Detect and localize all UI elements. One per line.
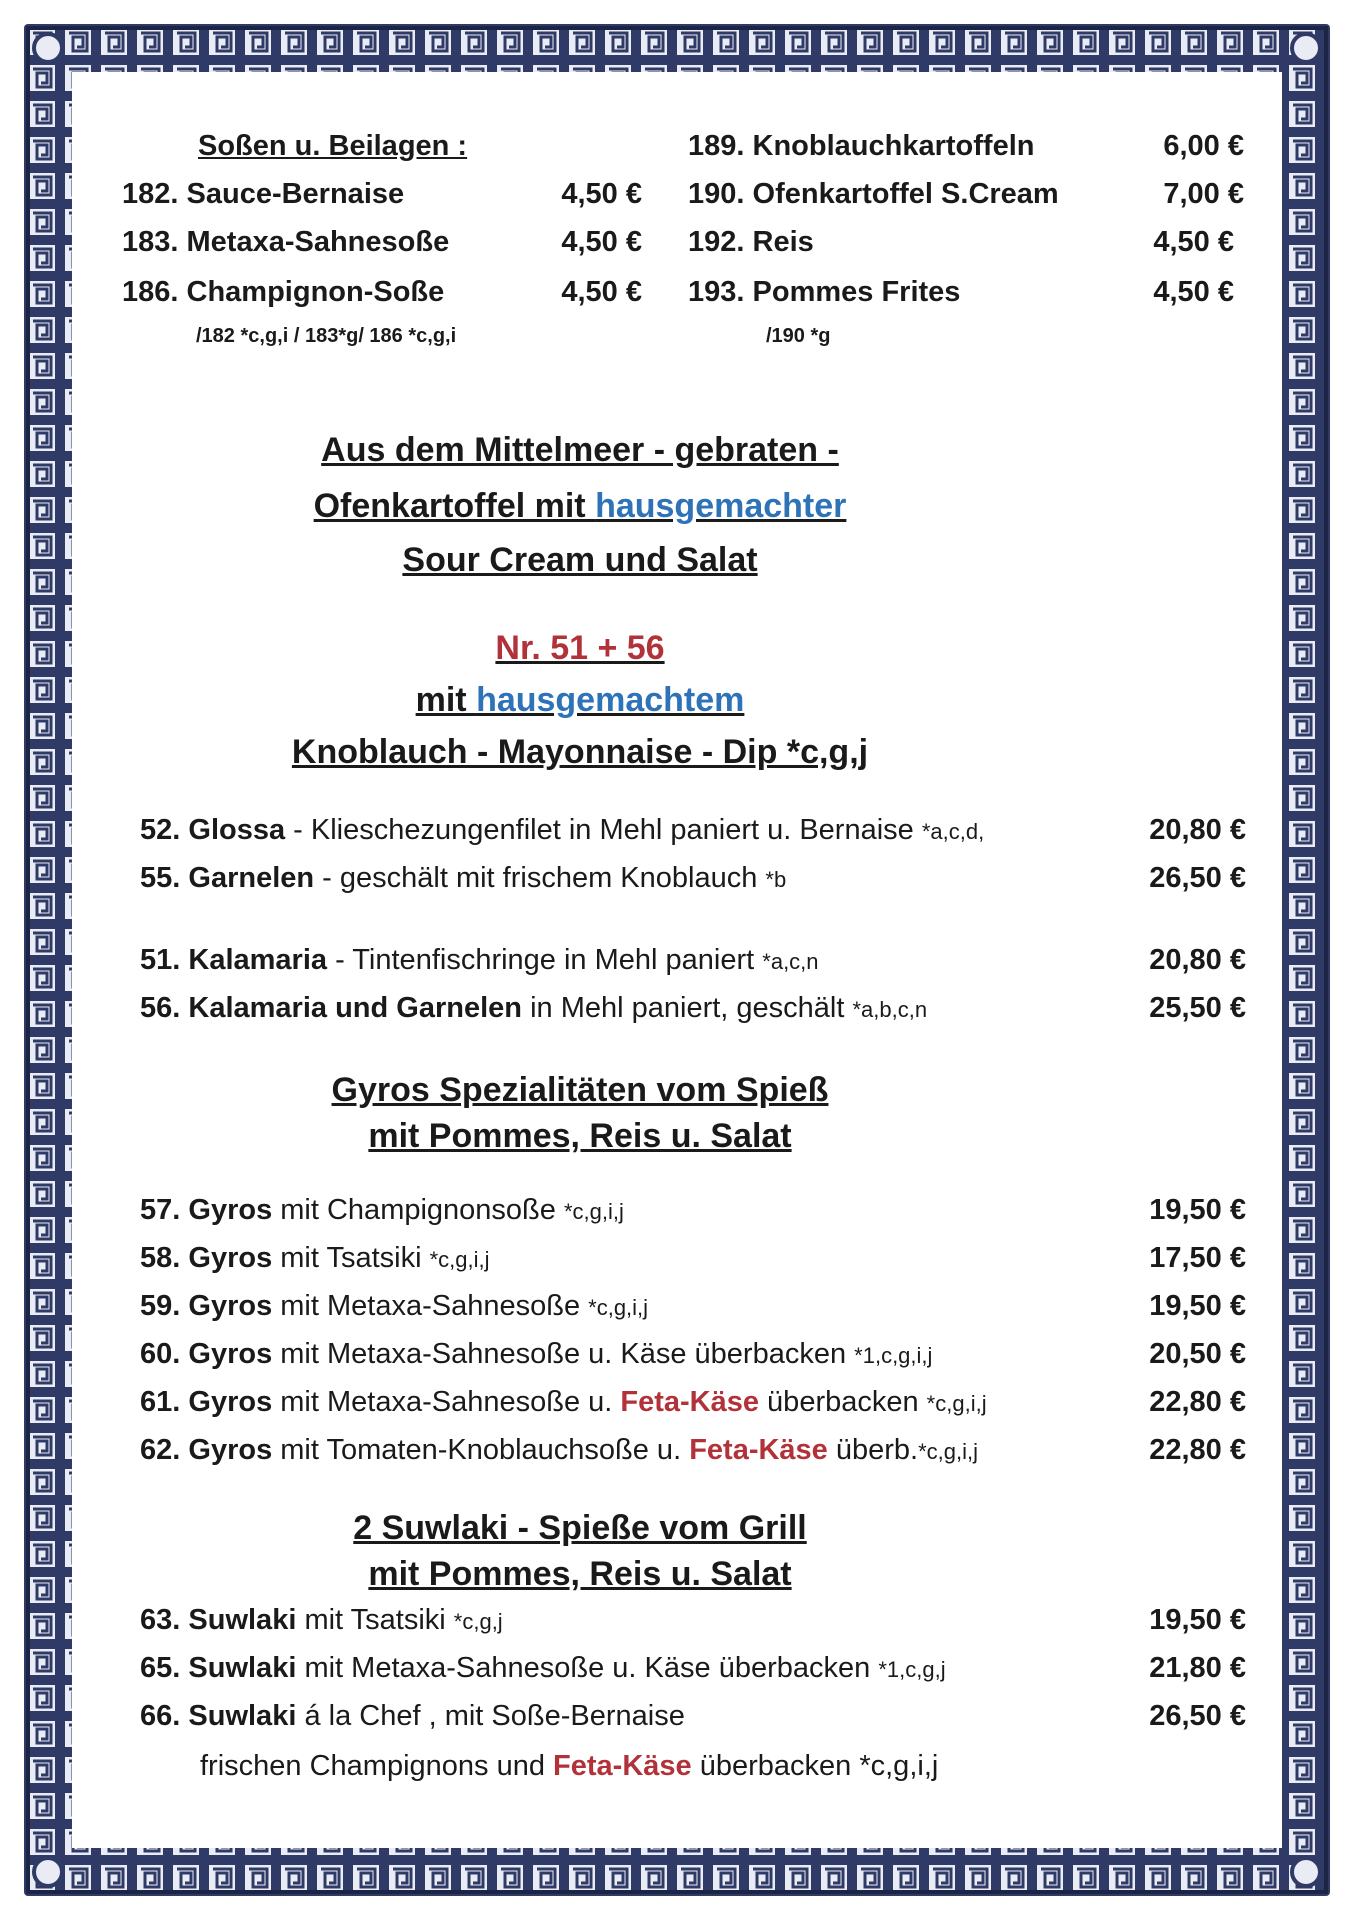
sides-allergen-note: /190 *g bbox=[766, 325, 831, 347]
menu-item-61: 61. Gyros mit Metaxa-Sahnesoße u. Feta-Käse überbacken *c,g,i,j bbox=[140, 1386, 987, 1418]
sauces-heading: Soßen u. Beilagen : bbox=[198, 130, 468, 162]
menu-item-66: 66. Suwlaki á la Chef , mit Soße-Bernaise bbox=[140, 1700, 685, 1732]
price-66: 26,50 € bbox=[1149, 1700, 1246, 1732]
menu-item-66-description: frischen Champignons und Feta-Käse überbacken *c,g,i,j bbox=[200, 1750, 939, 1782]
price-189: 6,00 € bbox=[1163, 130, 1244, 162]
fish-subheading-red: Nr. 51 + 56 bbox=[495, 629, 665, 667]
price-192: 4,50 € bbox=[1153, 226, 1234, 258]
menu-item-190: 190. Ofenkartoffel S.Cream bbox=[688, 178, 1059, 210]
price-60: 20,50 € bbox=[1149, 1338, 1246, 1370]
menu-item-189: 189. Knoblauchkartoffeln bbox=[688, 130, 1035, 162]
menu-item-57: 57. Gyros mit Champignonsoße *c,g,i,j bbox=[140, 1194, 624, 1226]
suwlaki-heading-line2: mit Pommes, Reis u. Salat bbox=[368, 1555, 792, 1593]
price-52: 20,80 € bbox=[1149, 814, 1246, 846]
price-56: 25,50 € bbox=[1149, 992, 1246, 1024]
menu-item-59: 59. Gyros mit Metaxa-Sahnesoße *c,g,i,j bbox=[140, 1290, 649, 1322]
price-58: 17,50 € bbox=[1149, 1242, 1246, 1274]
price-55: 26,50 € bbox=[1149, 862, 1246, 894]
menu-item-63: 63. Suwlaki mit Tsatsiki *c,g,j bbox=[140, 1604, 503, 1636]
menu-item-52: 52. Glossa - Klieschezungenfilet in Mehl paniert u. Bernaise *a,c,d, bbox=[140, 814, 985, 846]
menu-item-51: 51. Kalamaria - Tintenfischringe in Mehl paniert *a,c,n bbox=[140, 944, 819, 976]
menu-item-192: 192. Reis bbox=[688, 226, 814, 258]
fish-subheading-line2: mit hausgemachtem bbox=[415, 681, 745, 719]
fish-heading-line3: Sour Cream und Salat bbox=[402, 541, 758, 579]
sauces-allergen-note: /182 *c,g,i / 183*g/ 186 *c,g,i bbox=[196, 325, 457, 347]
menu-item-186: 186. Champignon-Soße bbox=[122, 276, 445, 308]
price-186: 4,50 € bbox=[561, 276, 642, 308]
price-59: 19,50 € bbox=[1149, 1290, 1246, 1322]
menu-item-62: 62. Gyros mit Tomaten-Knoblauchsoße u. Feta-Käse überb.*c,g,i,j bbox=[140, 1434, 979, 1466]
menu-item-65: 65. Suwlaki mit Metaxa-Sahnesoße u. Käse überbacken *1,c,g,j bbox=[140, 1652, 946, 1684]
menu-item-55: 55. Garnelen - geschält mit frischem Knoblauch *b bbox=[140, 862, 787, 894]
fish-heading-line1: Aus dem Mittelmeer - gebraten - bbox=[321, 431, 839, 469]
price-65: 21,80 € bbox=[1149, 1652, 1246, 1684]
menu-item-183: 183. Metaxa-Sahnesoße bbox=[122, 226, 450, 258]
menu-item-60: 60. Gyros mit Metaxa-Sahnesoße u. Käse überbacken *1,c,g,i,j bbox=[140, 1338, 933, 1370]
suwlaki-heading-line1: 2 Suwlaki - Spieße vom Grill bbox=[353, 1509, 807, 1547]
price-193: 4,50 € bbox=[1153, 276, 1234, 308]
price-182: 4,50 € bbox=[561, 178, 642, 210]
price-190: 7,00 € bbox=[1163, 178, 1244, 210]
price-57: 19,50 € bbox=[1149, 1194, 1246, 1226]
menu-item-193: 193. Pommes Frites bbox=[688, 276, 961, 308]
gyros-heading-line2: mit Pommes, Reis u. Salat bbox=[368, 1117, 792, 1155]
menu-item-58: 58. Gyros mit Tsatsiki *c,g,i,j bbox=[140, 1242, 490, 1274]
menu-item-56: 56. Kalamaria und Garnelen in Mehl paniert, geschält *a,b,c,n bbox=[140, 992, 928, 1024]
price-61: 22,80 € bbox=[1149, 1386, 1246, 1418]
price-51: 20,80 € bbox=[1149, 944, 1246, 976]
price-62: 22,80 € bbox=[1149, 1434, 1246, 1466]
price-183: 4,50 € bbox=[561, 226, 642, 258]
menu-item-182: 182. Sauce-Bernaise bbox=[122, 178, 405, 210]
fish-heading-line2: Ofenkartoffel mit hausgemachter bbox=[313, 487, 847, 525]
gyros-heading-line1: Gyros Spezialitäten vom Spieß bbox=[331, 1071, 829, 1109]
fish-subheading-line3: Knoblauch - Mayonnaise - Dip *c,g,j bbox=[291, 733, 869, 771]
price-63: 19,50 € bbox=[1149, 1604, 1246, 1636]
